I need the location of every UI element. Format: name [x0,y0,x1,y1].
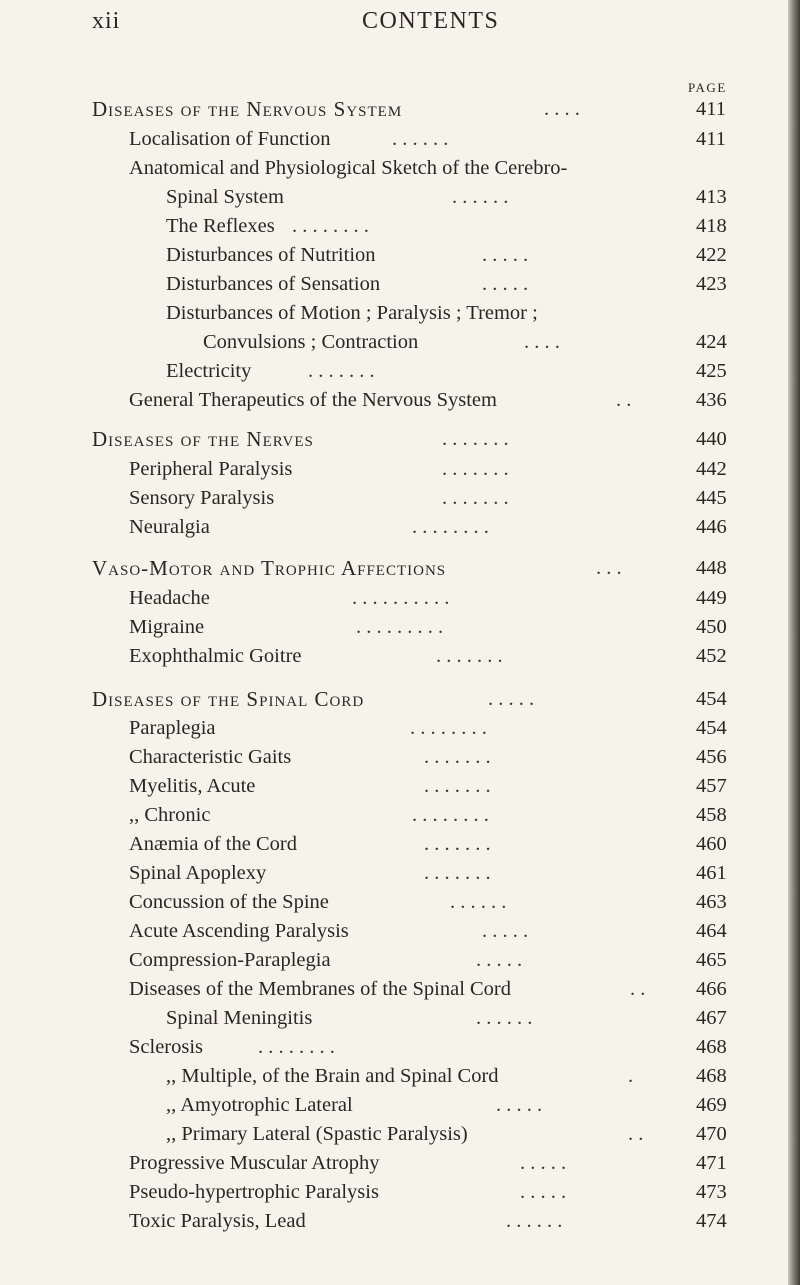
toc-title: Myelitis, Acute [129,775,256,797]
toc-title: Characteristic Gaits [129,746,292,768]
toc-title: Disturbances of Nutrition [166,244,376,266]
toc-leader: . . . . . . [452,186,509,208]
toc-entry [0,155,800,181]
toc-entry [0,329,800,355]
page-number: xii [92,8,121,34]
toc-title: Convulsions ; Contraction [203,331,419,353]
toc-page: 465 [696,949,727,971]
toc-entry [0,1092,800,1118]
toc-title: Progressive Muscular Atrophy [129,1152,380,1174]
toc-entry [0,358,800,384]
toc-entry [0,1208,800,1234]
toc-page: 463 [696,891,727,913]
toc-entry [0,715,800,741]
toc-entry [0,860,800,886]
toc-entry [0,213,800,239]
toc-entry [0,802,800,828]
toc-page: 449 [696,587,727,609]
toc-title: Diseases of the Nervous System [92,97,403,121]
toc-leader: . . . [596,557,622,579]
toc-leader: . . . . . . . . . . [352,587,450,609]
toc-leader: . . . . . [482,920,529,942]
toc-entry [0,514,800,540]
toc-leader: . [628,1065,634,1087]
toc-page: 470 [696,1123,727,1145]
toc-title: Anæmia of the Cord [129,833,297,855]
toc-entry [0,585,800,611]
toc-entry [0,126,800,152]
toc-page: 460 [696,833,727,855]
toc-title: Headache [129,587,210,609]
toc-page: 467 [696,1007,727,1029]
toc-title: Neuralgia [129,516,210,538]
toc-page: 448 [696,557,727,579]
toc-entry [0,1063,800,1089]
toc-entry [0,643,800,669]
toc-title: Concussion of the Spine [129,891,329,913]
toc-leader: . . . . . . . [424,775,491,797]
page-column-label: PAGE [688,80,727,95]
toc-title: Spinal Apoplexy [129,862,267,884]
toc-page: 454 [696,717,727,739]
toc-leader: . . . . . . . [424,862,491,884]
toc-section [0,686,800,712]
toc-page: 450 [696,616,727,638]
toc-leader: . . . . . [488,688,535,710]
toc-leader: . . . . . [482,273,529,295]
toc-page: 469 [696,1094,727,1116]
toc-title: The Reflexes [166,215,275,237]
toc-page: 411 [696,98,726,120]
toc-page: 457 [696,775,727,797]
toc-title: Electricity [166,360,252,382]
toc-leader: . . . . . . . . [412,804,489,826]
toc-page: 471 [696,1152,727,1174]
toc-page: 464 [696,920,727,942]
toc-title: Compression-Paraplegia [129,949,331,971]
toc-leader: . . . . . . . . [292,215,369,237]
toc-page: 425 [696,360,727,382]
toc-entry [0,918,800,944]
toc-title: General Therapeutics of the Nervous System [129,389,497,411]
toc-title: Diseases of the Spinal Cord [92,687,365,711]
toc-leader: . . . . . [482,244,529,266]
toc-page: 418 [696,215,727,237]
toc-entry [0,1179,800,1205]
toc-leader: . . . . . . . [442,487,509,509]
toc-leader: . . . . . . [392,128,449,150]
toc-entry [0,773,800,799]
toc-section [0,555,800,581]
toc-title: Migraine [129,616,205,638]
toc-page: 466 [696,978,727,1000]
toc-title: Spinal Meningitis [166,1007,313,1029]
toc-title: Toxic Paralysis, Lead [129,1210,306,1232]
toc-leader: . . . . . . [476,1007,533,1029]
toc-entry [0,300,800,326]
toc-page: 468 [696,1036,727,1058]
toc-page: 446 [696,516,727,538]
toc-leader: . . [628,1123,644,1145]
toc-title: Sensory Paralysis [129,487,275,509]
toc-leader: . . . . . . . [436,645,503,667]
toc-entry [0,456,800,482]
toc-page: 445 [696,487,727,509]
toc-entry [0,947,800,973]
toc-page: 474 [696,1210,727,1232]
toc-leader: . . . . . . . . [258,1036,335,1058]
toc-entry [0,271,800,297]
toc-leader: . . . . . [476,949,523,971]
toc-title: Peripheral Paralysis [129,458,293,480]
toc-leader: . . . . [544,98,580,120]
toc-page: 422 [696,244,727,266]
toc-section [0,426,800,452]
toc-leader: . . . . . . . [424,746,491,768]
toc-entry [0,184,800,210]
toc-title: Disturbances of Sensation [166,273,381,295]
toc-title: Anatomical and Physiological Sketch of the Cerebro- [129,157,568,179]
toc-page: 413 [696,186,727,208]
toc-entry [0,387,800,413]
toc-leader: . . . . . [520,1181,567,1203]
toc-section [0,96,800,122]
toc-page: 442 [696,458,727,480]
toc-leader: . . . . . . [450,891,507,913]
toc-page: 424 [696,331,727,353]
toc-entry [0,1150,800,1176]
toc-title: ,, Primary Lateral (Spastic Paralysis) [166,1123,468,1145]
toc-leader: . . . . . . . [442,458,509,480]
toc-title: Vaso-Motor and Trophic Affections [92,556,447,580]
toc-page: 456 [696,746,727,768]
toc-title: Localisation of Function [129,128,331,150]
toc-page: 423 [696,273,727,295]
toc-entry [0,1005,800,1031]
toc-entry [0,614,800,640]
toc-title: ,, Multiple, of the Brain and Spinal Cord [166,1065,499,1087]
toc-entry [0,744,800,770]
toc-entry [0,976,800,1002]
toc-leader: . . . . . . . [308,360,375,382]
toc-leader: . . . . . . [506,1210,563,1232]
toc-page: 440 [696,428,727,450]
toc-page: 452 [696,645,727,667]
toc-page: 468 [696,1065,727,1087]
toc-title: Paraplegia [129,717,216,739]
toc-title: Pseudo-hypertrophic Paralysis [129,1181,379,1203]
toc-entry [0,889,800,915]
toc-page: 454 [696,688,727,710]
toc-title: Spinal System [166,186,284,208]
toc-title: ,, Amyotrophic Lateral [166,1094,353,1116]
toc-entry [0,1034,800,1060]
toc-title: Sclerosis [129,1036,204,1058]
toc-page: 458 [696,804,727,826]
toc-title: Disturbances of Motion ; Paralysis ; Tremor ; [166,302,538,324]
toc-title: Diseases of the Membranes of the Spinal Cord [129,978,512,1000]
running-title: CONTENTS [362,8,500,34]
toc-leader: . . . . [524,331,560,353]
toc-leader: . . . . . . . . . [356,616,444,638]
toc-title: Diseases of the Nerves [92,427,314,451]
toc-entry [0,242,800,268]
toc-leader: . . . . . . . . [412,516,489,538]
toc-entry [0,831,800,857]
toc-title: Exophthalmic Goitre [129,645,302,667]
toc-leader: . . . . . [496,1094,543,1116]
toc-leader: . . . . . . . [442,428,509,450]
toc-leader: . . [616,389,632,411]
toc-page: 411 [696,128,726,150]
toc-entry [0,1121,800,1147]
toc-leader: . . . . . . . [424,833,491,855]
toc-page: 436 [696,389,727,411]
toc-leader: . . . . . [520,1152,567,1174]
toc-page: 473 [696,1181,727,1203]
page-header [0,8,800,48]
toc-title: Acute Ascending Paralysis [129,920,349,942]
toc-page: 461 [696,862,727,884]
toc-leader: . . . . . . . . [410,717,487,739]
toc-title: ,, Chronic [129,804,211,826]
toc-entry [0,485,800,511]
toc-leader: . . [630,978,646,1000]
